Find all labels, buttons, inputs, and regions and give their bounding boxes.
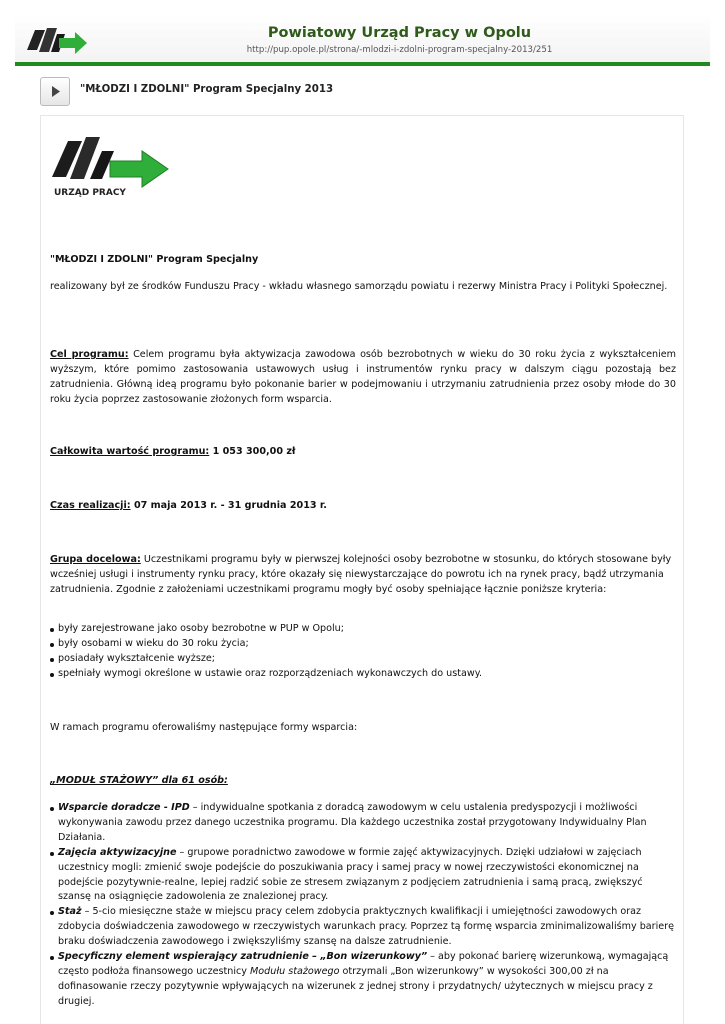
goal-text: Celem programu była aktywizacja zawodowa osób bezrobotnych w wieku do 30 roku życia z wykształceniem wyższym, które pomimo zastosowania ustawowych usług i instrumentów rynku pracy w dalszym ciągu pozostają bez zatrudnienia. Główną ideą programu było pokonanie barier w podejmowaniu i utrzymaniu zatrudnienia przez osoby młode do 30 roku życia poprzez zastosowanie złożonych form wsparcia. [50,349,676,405]
article-title: "MŁODZI I ZDOLNI" Program Specjalny 2013 [80,84,334,95]
criteria-list [50,622,676,682]
group-text: Uczestnikami programu były w pierwszej kolejności osoby bezrobotne w stosunku, do których stosowane były wcześniej usługi i instrumenty rynku pracy, które okazały się niewystarczające do powrotu ich na rynek pracy, bądź utrzymania zatrudnienia. Zgodnie z założeniami uczestnikami programu mogły być osoby spełniające łącznie poniższe kryteria: [50,554,672,595]
page-url[interactable]: http://pup.opole.pl/strona/-mlodzi-i-zdolni-program-specjalny-2013/251 [246,45,553,55]
group-paragraph [50,553,676,598]
list-item: spełniały wymogi określone w ustawie oraz rozporządzeniach wykonawczych do ustawy. [50,667,676,682]
time-range: 07 maja 2013 r. - 31 grudnia 2013 r. [130,500,327,511]
value-paragraph [50,445,676,460]
page-header [15,14,710,66]
module-heading: „MODUŁ STAŻOWY” dla 61 osób: [50,775,228,786]
list-item: Wsparcie doradcze - IPD – indywidualne spotkania z doradcą zawodowym w celu ustalenia predyspozycji i możliwości wykonywania zawodu przez danego uczestnika programu. Dla każdego uczestnika został przygotowany Indywidualny Plan Działania. [50,801,676,846]
list-item: posiadały wykształcenie wyższe; [50,652,676,667]
list-item: Zajęcia aktywizacyjne – grupowe poradnictwo zawodowe w formie zajęć aktywizacyjnych. Dzięki udziałowi w zajęciach uczestnicy mogli: zmienić swoje podejście do poszukiwania pracy i samej pracy w nowej rzeczywistości ekonomicznej na podejście pozytywnie-realne, lepiej radzić sobie ze stresem związanym z podjęciem zatrudnienia i samą pracą, zwiększyć szansę na osiągnięcie zadowolenia ze znalezionej pracy. [50,846,676,906]
svg-text:URZĄD PRACY: URZĄD PRACY [54,188,126,198]
arrow-right-icon[interactable] [40,77,70,106]
value-label: Całkowita wartość programu: [50,446,210,457]
list-item: były zarejestrowane jako osoby bezrobotne w PUP w Opolu; [50,622,676,637]
module-list [50,801,676,1010]
list-item: Specyficzny element wspierający zatrudnienie – „Bon wizerunkowy” – aby pokonać barierę wizerunkową, wymagającą często podłoża finansowego uczestnicy Modułu stażowego otrzymali „Bon wizerunkowy” w wysokości 300,00 zł na dofinasowanie rzeczy pozytywnie wpływających na wizerunek z jednej strony i przydatnych/ użytecznych w miejscu pracy z drugiej. [50,950,676,1010]
pup-logo-icon [25,22,89,58]
time-label: Czas realizacji: [50,500,131,511]
value-amount: 1 053 300,00 zł [209,446,296,457]
list-item: były osobami w wieku do 30 roku życia; [50,637,676,652]
forms-intro: W ramach programu oferowaliśmy następujące formy wsparcia: [50,722,358,733]
urzad-pracy-logo [50,133,170,201]
intro-paragraph: realizowany był ze środków Funduszu Pracy - wkładu własnego samorządu powiatu i rezerwy Ministra Pracy i Polityki Społecznej. [50,281,668,292]
time-paragraph [50,499,676,514]
goal-paragraph [50,348,676,408]
list-item: Staż – 5-cio miesięczne staże w miejscu pracy celem zdobycia praktycznych kwalifikacji i umiejętności zawodowych oraz zdobycia doświadczenia zawodowego w rzeczywistych warunkach pracy. Poprzez tą formę wsparcia zminimalizowaliśmy barierę braku doświadczenia zawodowego i zwiększyliśmy szansę na dalsze zatrudnienie. [50,905,676,950]
group-label: Grupa docelowa: [50,554,141,565]
site-title: Powiatowy Urząd Pracy w Opolu [267,25,532,41]
content-heading: "MŁODZI I ZDOLNI" Program Specjalny [50,254,259,265]
goal-label: Cel programu: [50,349,129,360]
